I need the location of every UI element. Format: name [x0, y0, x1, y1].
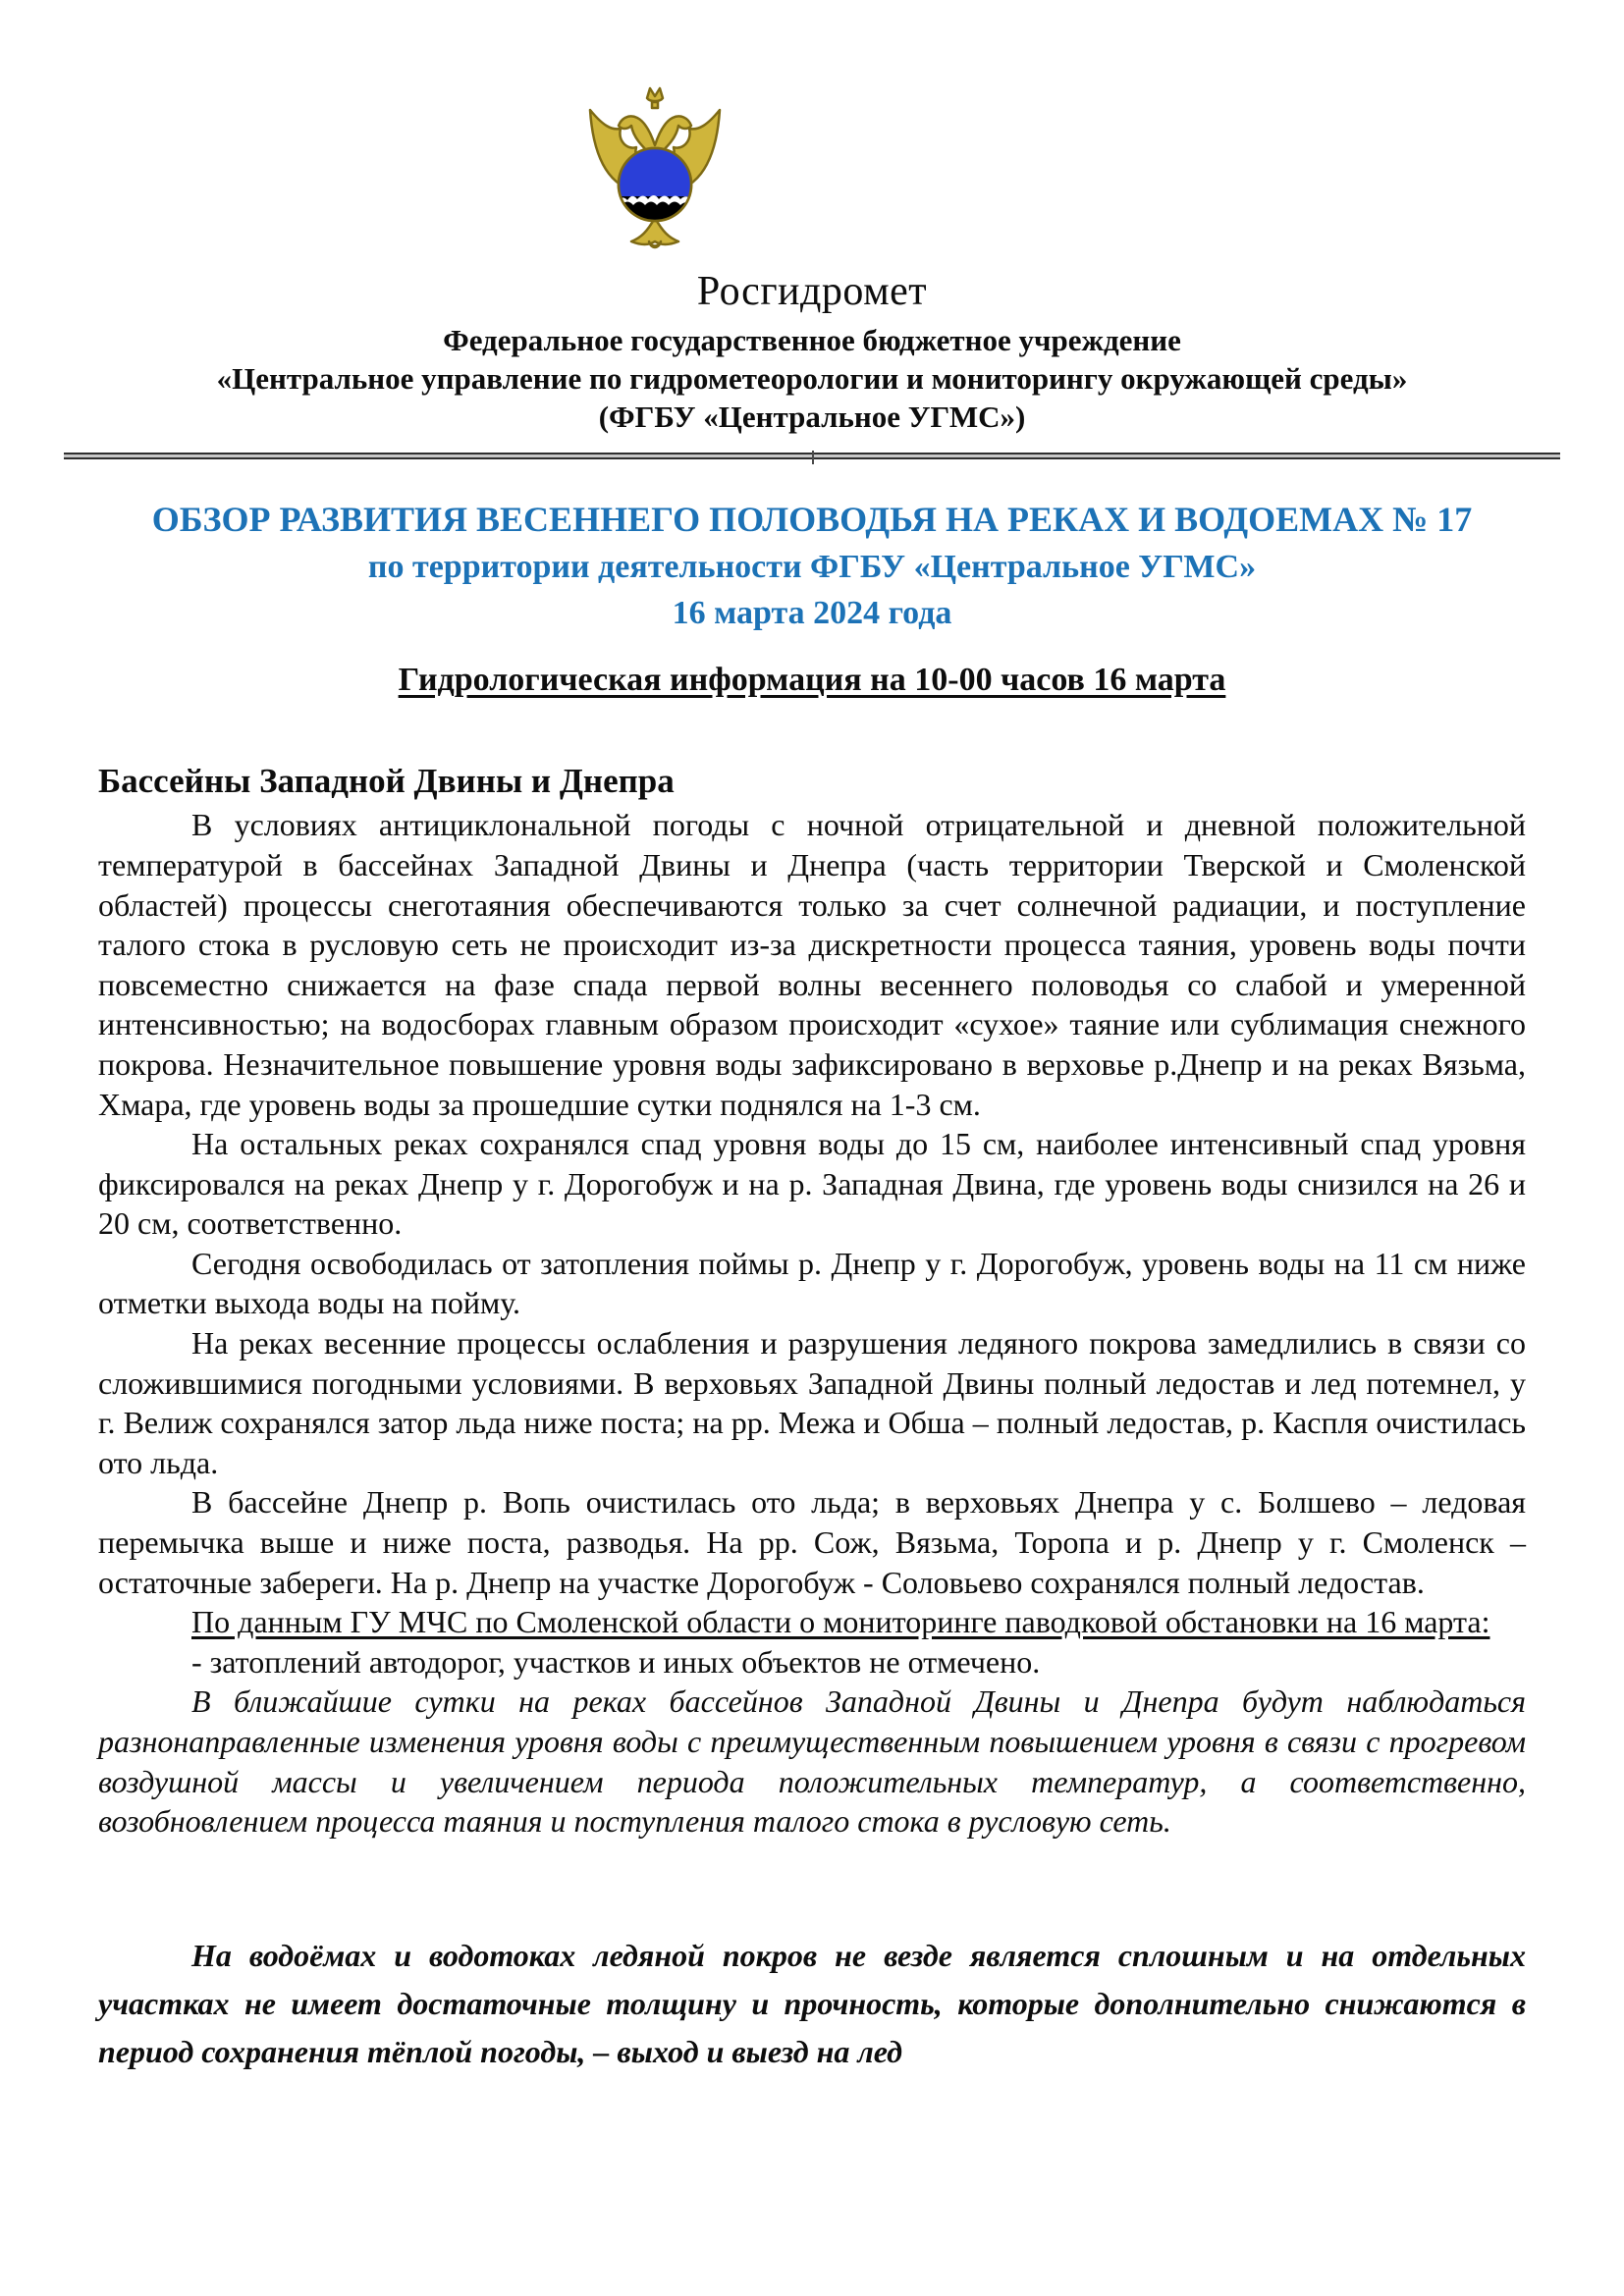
- bulletin-subtitle: по территории деятельности ФГБУ «Центральное УГМС»: [367, 549, 1257, 586]
- no-flooding-note: - затоплений автодорог, участков и иных объектов не отмечено.: [191, 1643, 1041, 1680]
- mchs-monitoring-paragraph: По данным ГУ МЧС по Смоленской области о мониторинге паводковой обстановки на 16 марта:: [191, 1604, 1490, 1640]
- body-paragraph: Сегодня освободилась от затопления поймы р. Днепр у г. Дорогобуж, уровень воды на 11 см ниже отметки выхода воды на пойму.: [98, 1245, 1526, 1321]
- org-title: Росгидромет: [696, 269, 928, 314]
- document-header: [0, 0, 1624, 459]
- roshydromet-emblem-icon: [570, 69, 739, 259]
- hydro-info-heading: Гидрологическая информация на 10-00 часов 16 марта: [398, 662, 1226, 699]
- bulletin-title: ОБЗОР РАЗВИТИЯ ВЕСЕННЕГО ПОЛОВОДЬЯ НА РЕКАХ И ВОДОЕМАХ № 17: [151, 500, 1473, 540]
- body-paragraph: На остальных реках сохранялся спад уровня воды до 15 см, наиболее интенсивный спад уровня фиксировался на реках Днепр у г. Дорогобуж и на р. Западная Двина, где уровень воды снизился на 26 и 20 см, соответственно.: [98, 1126, 1526, 1242]
- body-paragraph: На реках весенние процессы ослабления и разрушения ледяного покрова замедлились в связи со сложившимися погодными условиями. В верховьях Западной Двины полный ледостав и лед потемнел, у г. Велиж сохранялся затор льда ниже поста; на рр. Межа и Обша – полный ледостав, р. Каспля очистилась ото льда.: [98, 1325, 1526, 1480]
- ice-warning-paragraph: На водоёмах и водотоках ледяной покров не везде является сплошным и на отдельных участках не имеет достаточные толщину и прочность, которые дополнительно снижаются в период сохранения тёплой погоды, – выход и выезд на лед: [98, 1937, 1526, 2069]
- org-subtitle-line: (ФГБУ «Центральное УГМС»): [598, 400, 1026, 435]
- header-divider: [64, 453, 1560, 459]
- body-paragraph: В условиях антициклональной погоды с ночной отрицательной и дневной положительной температурой в бассейнах Западной Двины и Днепра (часть территории Тверской и Смоленской областей) процессы снеготаяния обеспечиваются только за счет солнечной радиации, и поступление талого стока в русловую сеть не происходит из-за дискретности процесса таяния, уровень воды почти повсеместно снижается на фазе спада первой волны весеннего половодья со слабой и умеренной интенсивностью; на водосборах главным образом происходит «сухое» таяние или сублимация снежного покрова. Незначительное повышение уровня воды зафиксировано в верховье р.Днепр и на реках Вязьма, Хмара, где уровень воды за прошедшие сутки поднялся на 1-3 см.: [98, 807, 1526, 1122]
- body-paragraph: В бассейне Днепр р. Вопь очистилась ото льда; в верховьях Днепра у с. Болшево – ледовая перемычка выше и ниже поста, разводья. На рр. Сож, Вязьма, Торопа и р. Днепр у г. Смоленск – остаточные забереги. На р. Днепр на участке Дорогобуж - Соловьево сохранялся полный ледостав.: [98, 1484, 1526, 1600]
- org-subtitle-line: «Центральное управление по гидрометеорологии и мониторингу окружающей среды»: [216, 361, 1408, 397]
- bulletin-date: 16 марта 2024 года: [672, 595, 952, 632]
- basin-section-heading: Бассейны Западной Двины и Днепра: [98, 762, 675, 801]
- org-subtitle-line: Федеральное государственное бюджетное учреждение: [443, 323, 1181, 358]
- document-title-block: [0, 498, 1624, 701]
- document-body: [98, 760, 1526, 2075]
- divider-center-tick: [812, 451, 814, 464]
- forecast-paragraph: В ближайшие сутки на реках бассейнов Западной Двины и Днепра будут наблюдаться разнонаправленные изменения уровня воды с преимущественным повышением уровня в связи с прогревом воздушной массы и увеличением периода положительных температур, а соответственно, возобновлением процесса таяния и поступления талого стока в русловую сеть.: [98, 1683, 1526, 1840]
